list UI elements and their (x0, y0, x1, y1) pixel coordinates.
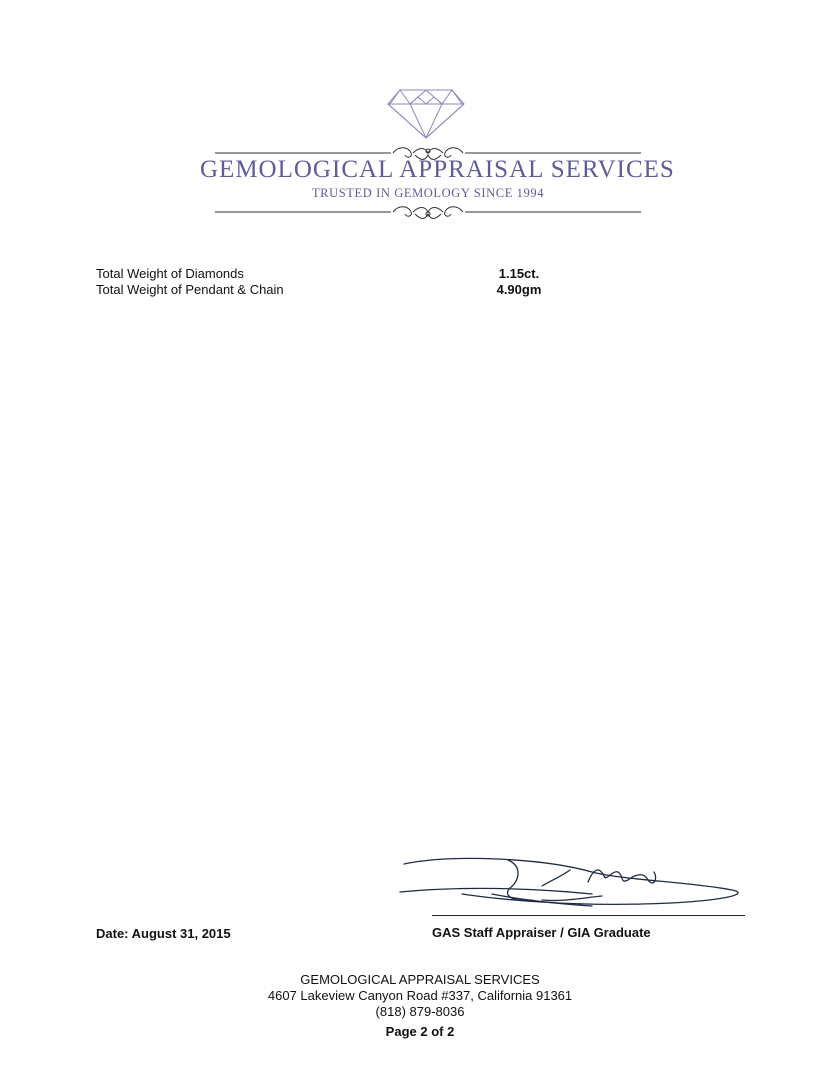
signature-line (432, 915, 745, 916)
appraisal-date: Date: August 31, 2015 (96, 926, 231, 941)
weights-list (96, 266, 596, 298)
scroll-ornament-icon (393, 207, 463, 219)
weight-row (96, 266, 596, 282)
ornament-divider-bottom (215, 202, 641, 222)
diamond-icon (386, 88, 466, 140)
weight-label: Total Weight of Pendant & Chain (96, 282, 284, 297)
footer-phone: (818) 879-8036 (375, 1004, 465, 1019)
weight-value: 1.15ct. (498, 266, 540, 281)
page-number: Page 2 of 2 (385, 1024, 455, 1039)
appraiser-title: GAS Staff Appraiser / GIA Graduate (432, 925, 651, 940)
handwritten-signature (392, 850, 752, 920)
footer-company: GEMOLOGICAL APPRAISAL SERVICES (300, 972, 540, 987)
footer-address: 4607 Lakeview Canyon Road #337, California 91361 (267, 988, 573, 1003)
weight-value: 4.90gm (496, 282, 542, 297)
company-name: GEMOLOGICAL APPRAISAL SERVICES (200, 156, 675, 183)
weight-label: Total Weight of Diamonds (96, 266, 244, 281)
weight-row (96, 282, 596, 298)
company-tagline: TRUSTED IN GEMOLOGY SINCE 1994 (311, 186, 545, 200)
page-footer (0, 972, 829, 1040)
